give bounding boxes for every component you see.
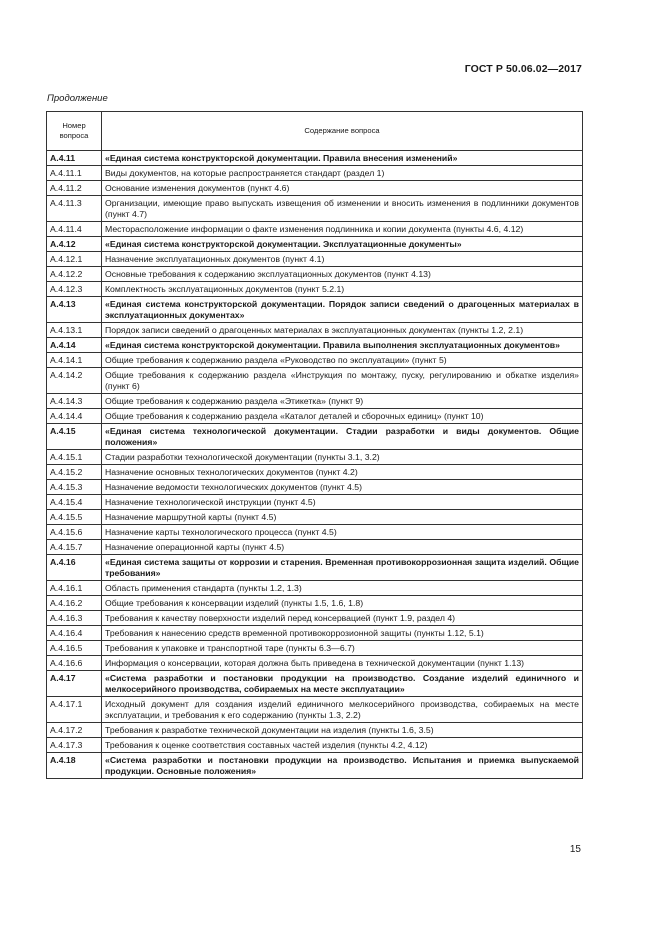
question-content: Область применения стандарта (пункты 1.2, 1.3) [102,581,583,596]
question-row [47,656,583,671]
question-row [47,323,583,338]
question-content: Общие требования к содержанию раздела «Этикетка» (пункт 9) [102,394,583,409]
question-row [47,525,583,540]
question-row [47,196,583,222]
question-content: Требования к упаковке и транспортной таре (пункты 6.3—6.7) [102,641,583,656]
question-number: А.4.16.5 [47,641,102,656]
question-number: А.4.16.6 [47,656,102,671]
section-row [47,555,583,581]
question-content: «Единая система конструкторской документации. Правила выполнения эксплуатационных документов» [102,338,583,353]
question-number: А.4.15.5 [47,510,102,525]
question-content: Назначение маршрутной карты (пункт 4.5) [102,510,583,525]
question-content: Основание изменения документов (пункт 4.6) [102,181,583,196]
question-row [47,394,583,409]
question-number: А.4.15.1 [47,450,102,465]
question-row [47,626,583,641]
question-row [47,409,583,424]
section-row [47,237,583,252]
question-row [47,166,583,181]
question-number: А.4.15.4 [47,495,102,510]
question-number: А.4.15.3 [47,480,102,495]
question-content: Назначение эксплуатационных документов (пункт 4.1) [102,252,583,267]
question-row [47,282,583,297]
question-content: Требования к разработке технической документации на изделия (пункты 1.6, 3.5) [102,723,583,738]
section-row [47,424,583,450]
question-number: А.4.15.6 [47,525,102,540]
questions-table [46,111,583,779]
question-number: А.4.11.3 [47,196,102,222]
question-number: А.4.11.2 [47,181,102,196]
question-content: Виды документов, на которые распространяется стандарт (раздел 1) [102,166,583,181]
question-content: «Система разработки и постановки продукции на производство. Создание изделий единичного и мелкосерийного производства, собираемых на месте эксплуатации» [102,671,583,697]
document-id: ГОСТ Р 50.06.02—2017 [464,63,582,75]
question-content: Общие требования к содержанию раздела «Инструкция по монтажу, пуску, регулированию и обкатке изделия» (пункт 6) [102,368,583,394]
question-number: А.4.13.1 [47,323,102,338]
continuation-label: Продолжение [47,93,108,104]
question-content: Общие требования к содержанию раздела «Каталог деталей и сборочных единиц» (пункт 10) [102,409,583,424]
question-number: А.4.14.2 [47,368,102,394]
question-number: А.4.15.2 [47,465,102,480]
question-number: А.4.17.2 [47,723,102,738]
question-content: «Единая система конструкторской документации. Эксплуатационные документы» [102,237,583,252]
question-content: Требования к оценке соответствия составных частей изделия (пункты 4.2, 4.12) [102,738,583,753]
question-number: А.4.17.1 [47,697,102,723]
question-number: А.4.17.3 [47,738,102,753]
question-content: Назначение карты технологического процесса (пункт 4.5) [102,525,583,540]
question-row [47,368,583,394]
question-number: А.4.12 [47,237,102,252]
question-row [47,611,583,626]
question-number: А.4.18 [47,753,102,779]
section-row [47,753,583,779]
question-number: А.4.11.1 [47,166,102,181]
question-content: «Система разработки и постановки продукции на производство. Испытания и приемка выпускаемой продукции. Основные положения» [102,753,583,779]
question-content: Общие требования к содержанию раздела «Руководство по эксплуатации» (пункт 5) [102,353,583,368]
question-row [47,353,583,368]
question-number: А.4.14 [47,338,102,353]
question-row [47,697,583,723]
question-content: Порядок записи сведений о драгоценных материалах в эксплуатационных документах (пункты 1.2, 2.1) [102,323,583,338]
question-number: А.4.15.7 [47,540,102,555]
question-row [47,641,583,656]
question-number: А.4.12.1 [47,252,102,267]
question-content: Стадии разработки технологической документации (пункты 3.1, 3.2) [102,450,583,465]
question-number: А.4.12.2 [47,267,102,282]
question-row [47,465,583,480]
table-header-row [47,112,583,151]
question-number: А.4.17 [47,671,102,697]
question-number: А.4.13 [47,297,102,323]
question-number: А.4.11 [47,151,102,166]
question-content: Назначение ведомости технологических документов (пункт 4.5) [102,480,583,495]
question-row [47,723,583,738]
section-row [47,151,583,166]
question-number: А.4.14.1 [47,353,102,368]
section-row [47,671,583,697]
question-row [47,252,583,267]
question-content: «Единая система конструкторской документации. Правила внесения изменений» [102,151,583,166]
question-content: Назначение технологической инструкции (пункт 4.5) [102,495,583,510]
question-row [47,181,583,196]
question-content: Основные требования к содержанию эксплуатационных документов (пункт 4.13) [102,267,583,282]
question-content: Информация о консервации, которая должна быть приведена в технической документации (пункт 1.13) [102,656,583,671]
question-number: А.4.16.3 [47,611,102,626]
question-row [47,510,583,525]
column-header-content: Содержание вопроса [102,112,583,151]
question-content: «Единая система технологической документации. Стадии разработки и виды документов. Общие положения» [102,424,583,450]
question-row [47,222,583,237]
section-row [47,297,583,323]
question-number: А.4.16.4 [47,626,102,641]
question-content: «Единая система конструкторской документации. Порядок записи сведений о драгоценных материалах в эксплуатационных документах» [102,297,583,323]
question-number: А.4.11.4 [47,222,102,237]
question-number: А.4.12.3 [47,282,102,297]
question-content: Месторасположение информации о факте изменения подлинника и копии документа (пункты 4.6, 4.12) [102,222,583,237]
question-row [47,581,583,596]
question-row [47,480,583,495]
question-number: А.4.14.4 [47,409,102,424]
question-row [47,738,583,753]
question-content: «Единая система защиты от коррозии и старения. Временная противокоррозионная защита изделий. Общие требования» [102,555,583,581]
question-row [47,596,583,611]
question-content: Комплектность эксплуатационных документов (пункт 5.2.1) [102,282,583,297]
question-number: А.4.16 [47,555,102,581]
question-row [47,267,583,282]
section-row [47,338,583,353]
question-row [47,540,583,555]
question-content: Назначение операционной карты (пункт 4.5) [102,540,583,555]
question-number: А.4.16.2 [47,596,102,611]
question-content: Требования к качеству поверхности изделий перед консервацией (пункт 1.9, раздел 4) [102,611,583,626]
question-row [47,495,583,510]
question-content: Требования к нанесению средств временной противокоррозионной защиты (пункты 1.12, 5.1) [102,626,583,641]
question-content: Назначение основных технологических документов (пункт 4.2) [102,465,583,480]
question-row [47,450,583,465]
question-content: Организации, имеющие право выпускать извещения об изменении и вносить изменения в подлинники документов (пункт 4.7) [102,196,583,222]
question-number: А.4.15 [47,424,102,450]
question-number: А.4.14.3 [47,394,102,409]
page-number: 15 [569,844,581,855]
column-header-number: Номер вопроса [47,112,102,151]
question-number: А.4.16.1 [47,581,102,596]
question-content: Исходный документ для создания изделий единичного мелкосерийного производства, собираемых на месте эксплуатации, и требования к его содержанию (пункты 1.3, 2.2) [102,697,583,723]
question-content: Общие требования к консервации изделий (пункты 1.5, 1.6, 1.8) [102,596,583,611]
